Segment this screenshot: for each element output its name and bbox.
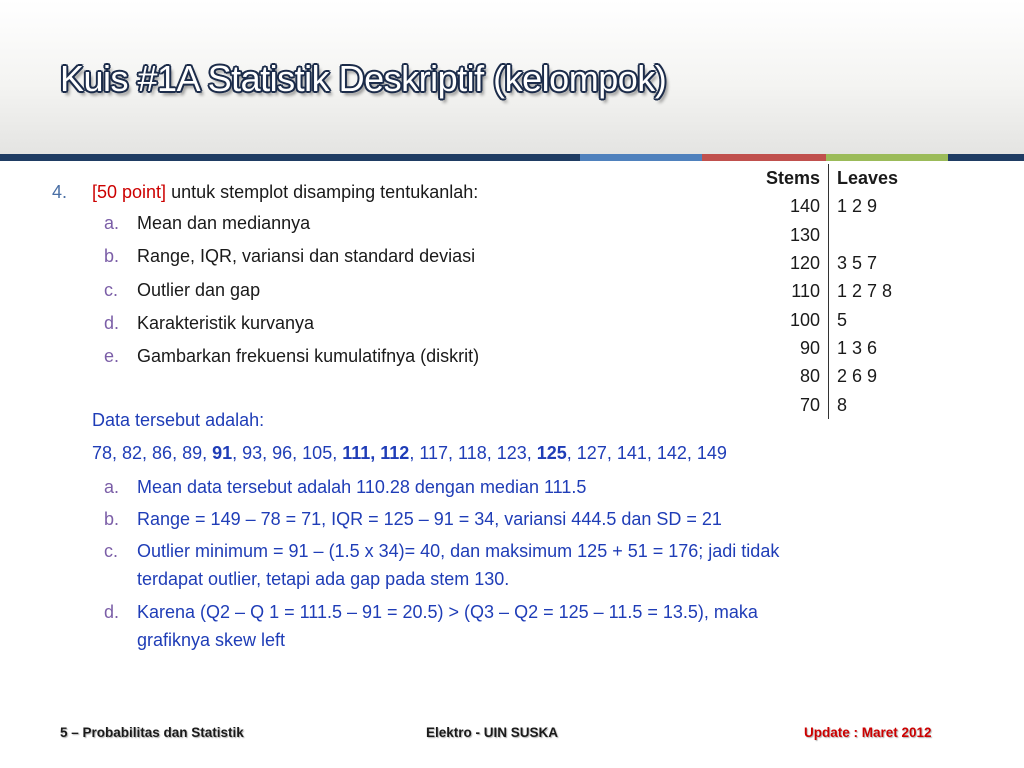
data-part: , 93, 96, 105, [232, 443, 343, 463]
footer-right: Update : Maret 2012 [804, 725, 932, 740]
question-item-label: c. [104, 280, 119, 300]
answer-item-text-line2: grafiknya skew left [137, 630, 286, 650]
answer-item-text-line2: terdapat outlier, tetapi ada gap pada stem 130. [137, 569, 510, 589]
stems-header: Stems [748, 164, 829, 192]
stemplot-header-row [748, 164, 915, 192]
stem-cell: 110 [748, 277, 829, 305]
stemplot-row [748, 192, 915, 220]
data-part-bold: 111, 112 [342, 443, 410, 463]
answer-item-text-line1: Outlier minimum = 91 – (1.5 x 34)= 40, dan maksimum 125 + 51 = 176; jadi tidak [137, 541, 780, 561]
question-item-text: Karakteristik kurvanya [137, 313, 315, 333]
answer-item-text: Range = 149 – 78 = 71, IQR = 125 – 91 = 34, variansi 444.5 dan SD = 21 [137, 509, 722, 529]
stemplot-row [748, 390, 915, 418]
stem-cell: 140 [748, 192, 829, 220]
question-item-label: b. [104, 246, 120, 266]
stemplot-row [748, 277, 915, 305]
leaves-cell: 1 2 7 8 [837, 281, 893, 302]
question-number: 4. [52, 182, 68, 202]
leaves-cell: 3 5 7 [837, 253, 878, 274]
data-part: , 117, 118, 123, [409, 443, 537, 463]
stemplot-row [748, 305, 915, 333]
stripe-blue [580, 154, 702, 161]
stem-cell: 70 [748, 390, 829, 418]
data-part: , 127, 141, 142, 149 [566, 443, 727, 463]
question-item-label: e. [104, 346, 120, 366]
stripe-red [702, 154, 826, 161]
answer-item-label: c. [104, 541, 119, 561]
stem-cell: 130 [748, 221, 829, 249]
answer-item-label: d. [104, 602, 120, 622]
stripe-green [826, 154, 948, 161]
footer-left: 5 – Probabilitas dan Statistik [60, 725, 244, 740]
stemplot-row [748, 249, 915, 277]
question-item-text: Mean dan mediannya [137, 213, 311, 233]
leaves-cell: 8 [837, 394, 848, 415]
answer-item-label: a. [104, 477, 120, 497]
footer-center: Elektro - UIN SUSKA [426, 725, 559, 740]
answer-item-label: b. [104, 509, 120, 529]
question-intro [92, 181, 478, 203]
stripe-navy-end [948, 154, 1024, 161]
stemplot-table [748, 164, 915, 419]
data-heading: Data tersebut adalah: [92, 410, 265, 430]
question-item-label: d. [104, 313, 120, 333]
data-part: 78, 82, 86, 89, [92, 443, 213, 463]
stripe-navy [0, 154, 580, 161]
question-intro-text: untuk stemplot disamping tentukanlah: [166, 182, 479, 202]
leaves-cell [829, 221, 916, 249]
leaves-cell: 1 2 9 [837, 196, 878, 217]
answer-item-text-line1: Karena (Q2 – Q 1 = 111.5 – 91 = 20.5) > (Q3 – Q2 = 125 – 11.5 = 13.5), maka [137, 602, 758, 622]
stemplot-row [748, 334, 915, 362]
data-part-bold: 91 [212, 443, 233, 463]
stem-cell: 120 [748, 249, 829, 277]
leaves-header: Leaves [837, 168, 899, 189]
question-item-text: Outlier dan gap [137, 280, 261, 300]
question-item-text: Gambarkan frekuensi kumulatifnya (diskrit) [137, 346, 480, 366]
question-item-label: a. [104, 213, 120, 233]
leaves-cell: 5 [837, 309, 848, 330]
leaves-cell: 1 3 6 [837, 337, 878, 358]
leaves-cell: 2 6 9 [837, 366, 878, 387]
stem-cell: 80 [748, 362, 829, 390]
slide-title: Kuis #1A Statistik Deskriptif (kelompok) [60, 58, 667, 99]
stem-cell: 100 [748, 305, 829, 333]
stem-cell: 90 [748, 334, 829, 362]
data-part-bold: 125 [536, 443, 567, 463]
answer-item-text: Mean data tersebut adalah 110.28 dengan median 111.5 [137, 477, 587, 497]
stemplot-row [748, 221, 915, 249]
data-values [92, 442, 727, 464]
stemplot-row [748, 362, 915, 390]
question-item-text: Range, IQR, variansi dan standard deviasi [137, 246, 476, 266]
question-points: [50 point] [92, 182, 167, 202]
